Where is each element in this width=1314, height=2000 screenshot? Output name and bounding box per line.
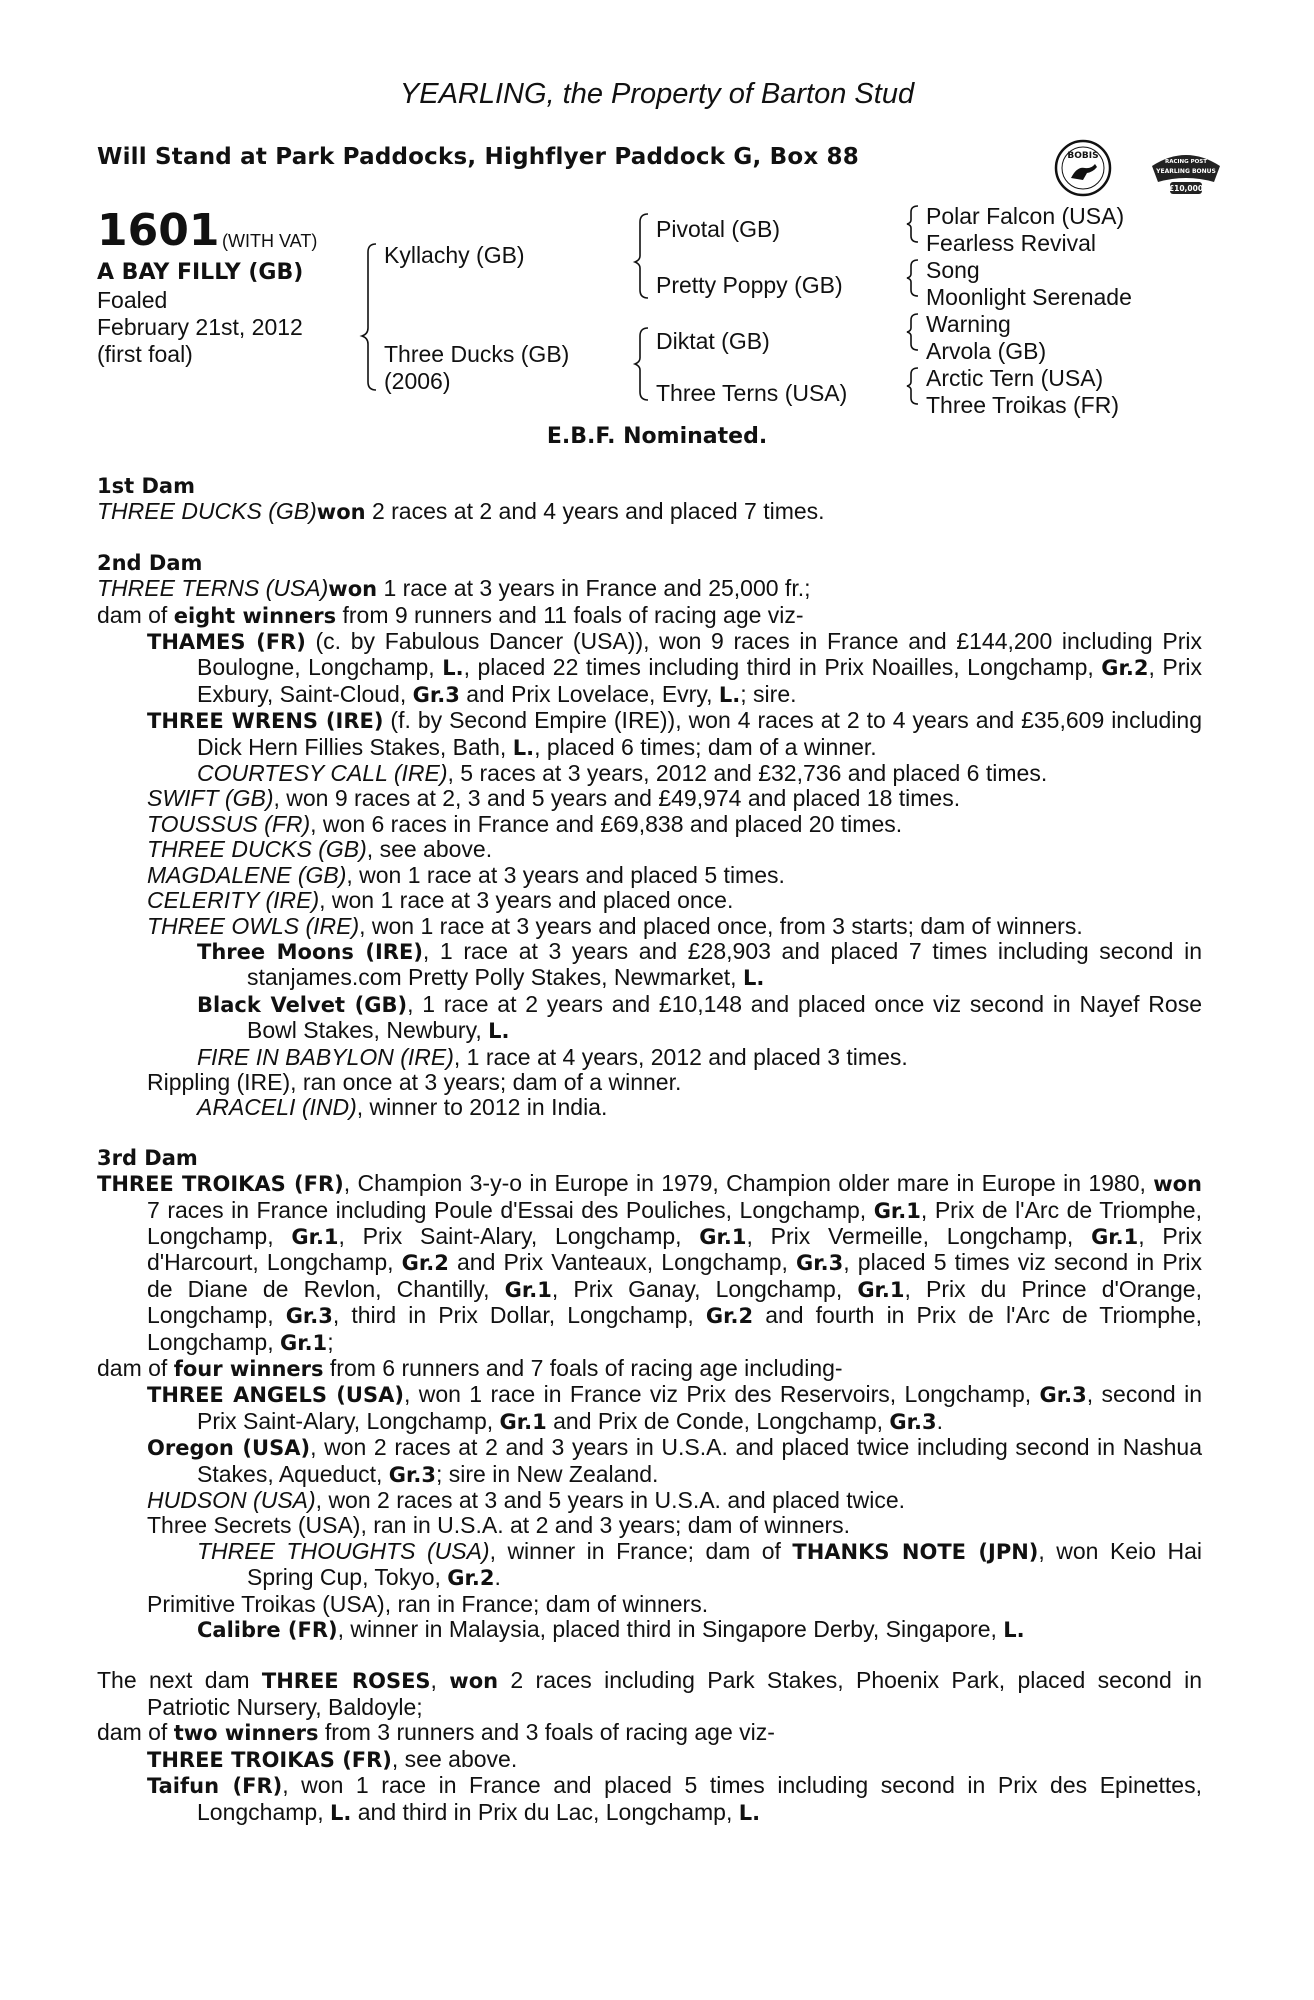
produce-fire-in-babylon: FIRE IN BABYLON (IRE), 1 race at 4 years, 2012 and placed 3 times. [197, 1043, 908, 1070]
second-dam-heading: 2nd Dam [97, 550, 203, 575]
rp-logo-mid: YEARLING BONUS [1156, 168, 1216, 175]
produce-oregon: Oregon (USA), won 2 races at 2 and 3 years in U.S.A. and placed twice including second in Nashua Stakes, Aqueduct, Gr.3; sire in New Zealand. [147, 1434, 1203, 1487]
produce-toussus: TOUSSUS (FR), won 6 races in France and £69,838 and placed 20 times. [147, 810, 903, 837]
first-dam-entry: THREE DUCKS (GB)won 2 races at 2 and 4 years and placed 7 times. [97, 498, 825, 525]
produce-celerity: CELERITY (IRE), won 1 race at 3 years and placed once. [147, 887, 734, 914]
produce-three-angels: THREE ANGELS (USA), won 1 race in France viz Prix des Reservoirs, Longchamp, Gr.3, second in Prix Saint-Alary, Longchamp, Gr.1 and Prix de Conde, Longchamp, Gr.3. [147, 1381, 1202, 1434]
foal-note: (first foal) [97, 341, 193, 367]
g3-3: Song [926, 257, 980, 283]
produce-three-owls: THREE OWLS (IRE), won 1 race at 3 years and placed once, from 3 starts; dam of winners. [147, 912, 1083, 939]
produce-araceli: ARACELI (IND), winner to 2012 in India. [197, 1094, 608, 1121]
produce-three-thoughts: THREE THOUGHTS (USA), winner in France; dam of THANKS NOTE (JPN), won Keio Hai Spring Cup, Tokyo, Gr.2. [197, 1537, 1202, 1591]
g3-5: Warning [926, 311, 1011, 337]
produce-taifun: Taifun (FR), won 1 race in France and placed 5 times including second in Prix des Epinettes, Longchamp, L. and third in Prix du Lac, Longchamp, L. [147, 1772, 1202, 1825]
produce-primitive-troikas: Primitive Troikas (USA), ran in France; dam of winners. [147, 1590, 709, 1617]
foaled-date: February 21st, 2012 [97, 314, 303, 340]
ebf-nomination: E.B.F. Nominated. [546, 424, 768, 449]
produce-thames: THAMES (FR) (c. by Fabulous Dancer (USA)), won 9 races in France and £144,200 including Prix Boulogne, Longchamp, L., placed 22 times including third in Prix Noailles, Longchamp, Gr.2, Prix Exbury, Saint-Cloud, Gr.3 and Prix Lovelace, Evry, L.; sire. [147, 628, 1203, 707]
produce-rippling: Rippling (IRE), ran once at 3 years; dam of a winner. [147, 1068, 682, 1095]
lot-name: A BAY FILLY (GB) [97, 260, 304, 285]
bobis-logo-text: BOBIS [1067, 151, 1099, 161]
dam-dam: Three Terns (USA) [656, 380, 848, 406]
g3-4: Moonlight Serenade [926, 284, 1132, 310]
produce-three-moons: Three Moons (IRE), 1 race at 3 years and £28,903 and placed 7 times including second in stanjames.com Pretty Polly Stakes, Newmarket, L. [197, 937, 1202, 991]
g3-2: Fearless Revival [926, 230, 1096, 256]
sire-sire: Pivotal (GB) [656, 216, 780, 242]
produce-magdalene: MAGDALENE (GB), won 1 race at 3 years and placed 5 times. [147, 861, 785, 888]
produce-courtesy-call: COURTESY CALL (IRE), 5 races at 3 years, 2012 and £32,736 and placed 6 times. [197, 760, 1048, 787]
second-dam-entry: THREE TERNS (USA)won 1 race at 3 years in France and 25,000 fr.; [97, 575, 811, 602]
produce-three-troikas: THREE TROIKAS (FR), see above. [147, 1745, 518, 1772]
g3-6: Arvola (GB) [926, 338, 1047, 364]
dam-year: (2006) [384, 368, 451, 394]
third-dam-produce-summary: dam of four winners from 6 runners and 7 foals of racing age including- [97, 1355, 843, 1381]
produce-hudson: HUDSON (USA), won 2 races at 3 and 5 years in U.S.A. and placed twice. [147, 1487, 906, 1514]
sire: Kyllachy (GB) [384, 242, 525, 268]
produce-three-ducks: THREE DUCKS (GB), see above. [147, 836, 493, 863]
produce-three-wrens: THREE WRENS (IRE) (f. by Second Empire (IRE)), won 4 races at 2 to 4 years and £35,609 including Dick Hern Fillies Stakes, Bath, L., placed 6 times; dam of a winner. [147, 707, 1202, 760]
stand-location: Will Stand at Park Paddocks, Highflyer Paddock G, Box 88 [97, 144, 859, 170]
third-dam-heading: 3rd Dam [97, 1145, 198, 1170]
foaled-label: Foaled [97, 287, 168, 313]
produce-swift: SWIFT (GB), won 9 races at 2, 3 and 5 years and £49,974 and placed 18 times. [147, 785, 961, 812]
lot-number: 1601 [97, 205, 220, 256]
second-dam-produce-summary: dam of eight winners from 9 runners and 11 foals of racing age viz- [97, 601, 804, 628]
third-dam-entry: THREE TROIKAS (FR), Champion 3-y-o in Europe in 1979, Champion older mare in Europe in 1980, won 7 races in France including Poule d'Essai des Pouliches, Longchamp, Gr.1, Prix de l'Arc de Triomphe, Longchamp, Gr.1, Prix Saint-Alary, Longchamp, Gr.1, Prix Vermeille, Longchamp, Gr.1, Prix d'Harcourt, Longchamp, Gr.2 and Prix Vanteaux, Longchamp, Gr.3, placed 5 times viz second in Prix de Diane de Revlon, Chantilly, Gr.1, Prix Ganay, Longchamp, Gr.1, Prix du Prince d'Orange, Longchamp, Gr.3, third in Prix Dollar, Longchamp, Gr.2 and fourth in Prix de l'Arc de Triomphe, Longchamp, Gr.1; [97, 1170, 1203, 1355]
next-dam-entry: The next dam THREE ROSES, won 2 races including Park Stakes, Phoenix Park, placed second in Patriotic Nursery, Baldoyle; [97, 1667, 1203, 1720]
produce-black-velvet: Black Velvet (GB), 1 race at 2 years and £10,148 and placed once viz second in Nayef Rose Bowl Stakes, Newbury, L. [197, 990, 1202, 1044]
dam-sire: Diktat (GB) [656, 328, 770, 354]
g3-8: Three Troikas (FR) [926, 392, 1119, 418]
lot-vat: (WITH VAT) [222, 231, 318, 251]
dam: Three Ducks (GB) [384, 341, 570, 367]
g3-7: Arctic Tern (USA) [926, 365, 1104, 391]
sire-dam: Pretty Poppy (GB) [656, 272, 843, 298]
produce-three-secrets: Three Secrets (USA), ran in U.S.A. at 2 and 3 years; dam of winners. [147, 1512, 851, 1539]
produce-calibre: Calibre (FR), winner in Malaysia, placed third in Singapore Derby, Singapore, L. [197, 1616, 1025, 1643]
first-dam-heading: 1st Dam [97, 474, 195, 498]
rp-logo-top: RACING POST [1164, 159, 1208, 165]
page-title: YEARLING, the Property of Barton Stud [399, 78, 915, 110]
next-dam-produce-summary: dam of two winners from 3 runners and 3 foals of racing age viz- [97, 1719, 775, 1746]
rp-logo-amount: £10,000 [1168, 184, 1204, 193]
catalogue-body [97, 474, 1202, 1826]
g3-1: Polar Falcon (USA) [926, 203, 1125, 229]
